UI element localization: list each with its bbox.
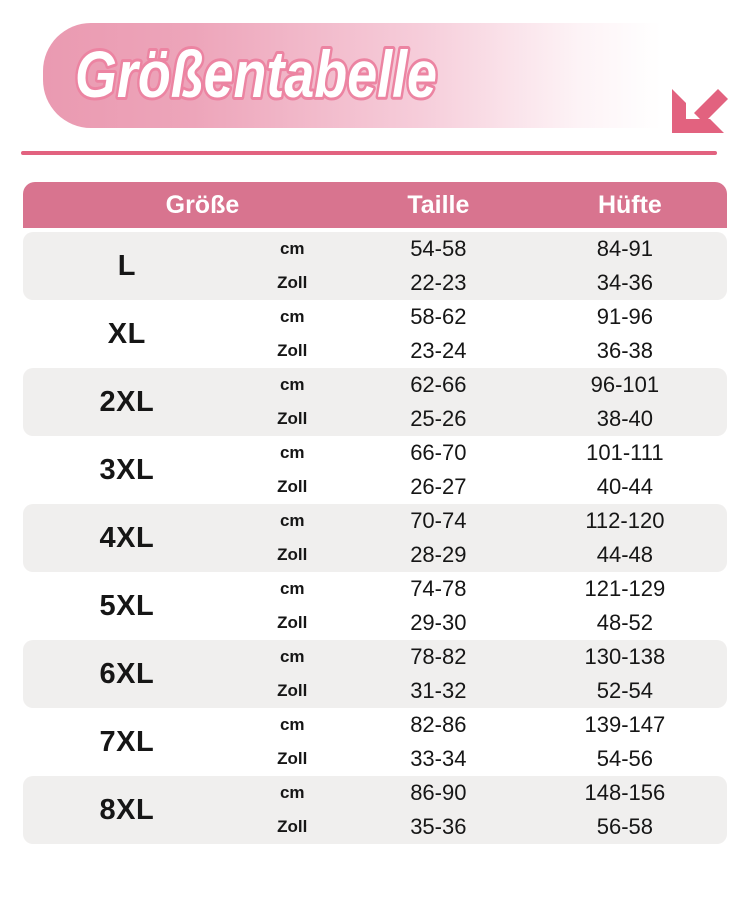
huefte-zoll-value: 40-44 xyxy=(596,474,654,499)
size-label: XL xyxy=(107,317,146,350)
unit-label: Zoll xyxy=(277,273,308,292)
taille-cm-value: 78-82 xyxy=(410,644,467,669)
huefte-cm-value: 139-147 xyxy=(584,712,666,737)
column-header-taille: Taille xyxy=(407,190,470,219)
arrow-shaft xyxy=(694,89,728,123)
huefte-zoll-value: 44-48 xyxy=(596,542,654,567)
table-row xyxy=(23,232,727,300)
column-header-groesse: Größe xyxy=(165,190,240,219)
taille-cm-value: 82-86 xyxy=(410,712,467,737)
taille-zoll-value: 31-32 xyxy=(410,678,467,703)
page-title-text: Größentabelle xyxy=(75,37,437,111)
taille-zoll-value: 26-27 xyxy=(410,474,467,499)
unit-label: Zoll xyxy=(277,477,308,496)
unit-label: cm xyxy=(279,307,305,326)
table-row xyxy=(23,504,727,572)
taille-cm-value: 70-74 xyxy=(410,508,467,533)
size-table xyxy=(23,182,727,844)
size-label: 5XL xyxy=(99,589,155,622)
huefte-cm-value: 91-96 xyxy=(596,304,654,329)
unit-label: cm xyxy=(279,579,305,598)
taille-zoll-value: 33-34 xyxy=(410,746,467,771)
taille-cm-value: 54-58 xyxy=(410,236,467,261)
unit-label: Zoll xyxy=(277,613,308,632)
page-title xyxy=(69,23,609,128)
huefte-cm-value: 130-138 xyxy=(584,644,666,669)
size-label: 6XL xyxy=(99,657,155,690)
divider-line xyxy=(21,151,717,155)
huefte-cm-value: 112-120 xyxy=(585,508,665,533)
taille-zoll-value: 22-23 xyxy=(410,270,467,295)
huefte-cm-value: 84-91 xyxy=(596,236,654,261)
taille-cm-value: 86-90 xyxy=(410,780,467,805)
unit-label: Zoll xyxy=(277,341,308,360)
size-label: 8XL xyxy=(99,793,155,826)
unit-label: cm xyxy=(279,647,305,666)
table-row xyxy=(23,708,727,776)
unit-label: cm xyxy=(279,239,305,258)
taille-zoll-value: 23-24 xyxy=(410,338,467,363)
huefte-cm-value: 148-156 xyxy=(584,780,666,805)
title-banner xyxy=(43,23,730,128)
huefte-zoll-value: 38-40 xyxy=(596,406,654,431)
table-row xyxy=(23,640,727,708)
taille-zoll-value: 28-29 xyxy=(410,542,467,567)
size-label: L xyxy=(117,249,136,282)
table-row xyxy=(23,572,727,640)
unit-label: Zoll xyxy=(277,749,308,768)
huefte-cm-value: 96-101 xyxy=(590,372,660,397)
column-header-huefte: Hüfte xyxy=(597,190,662,219)
huefte-zoll-value: 34-36 xyxy=(596,270,654,295)
size-label: 7XL xyxy=(99,725,155,758)
unit-label: Zoll xyxy=(277,545,308,564)
table-body xyxy=(23,232,727,844)
size-label: 4XL xyxy=(99,521,155,554)
unit-label: cm xyxy=(279,715,305,734)
table-header-row xyxy=(23,182,727,228)
table-row xyxy=(23,776,727,844)
unit-label: cm xyxy=(279,783,305,802)
arrow-down-left-icon xyxy=(666,75,730,139)
huefte-zoll-value: 54-56 xyxy=(596,746,654,771)
unit-label: cm xyxy=(279,511,305,530)
unit-label: Zoll xyxy=(277,681,308,700)
taille-zoll-value: 25-26 xyxy=(410,406,467,431)
huefte-zoll-value: 52-54 xyxy=(596,678,654,703)
table-row xyxy=(23,436,727,504)
table-row xyxy=(23,368,727,436)
taille-zoll-value: 35-36 xyxy=(410,814,467,839)
huefte-zoll-value: 56-58 xyxy=(596,814,654,839)
size-label: 2XL xyxy=(99,385,155,418)
unit-label: cm xyxy=(279,443,305,462)
size-label: 3XL xyxy=(99,453,155,486)
unit-label: cm xyxy=(279,375,305,394)
huefte-cm-value: 121-129 xyxy=(584,576,666,601)
huefte-zoll-value: 36-38 xyxy=(596,338,654,363)
taille-cm-value: 74-78 xyxy=(410,576,467,601)
unit-label: Zoll xyxy=(277,409,308,428)
table-row xyxy=(23,300,727,368)
taille-zoll-value: 29-30 xyxy=(410,610,467,635)
taille-cm-value: 58-62 xyxy=(410,304,467,329)
huefte-cm-value: 101-111 xyxy=(586,440,664,465)
unit-label: Zoll xyxy=(277,817,308,836)
huefte-zoll-value: 48-52 xyxy=(596,610,654,635)
taille-cm-value: 62-66 xyxy=(410,372,467,397)
taille-cm-value: 66-70 xyxy=(410,440,467,465)
